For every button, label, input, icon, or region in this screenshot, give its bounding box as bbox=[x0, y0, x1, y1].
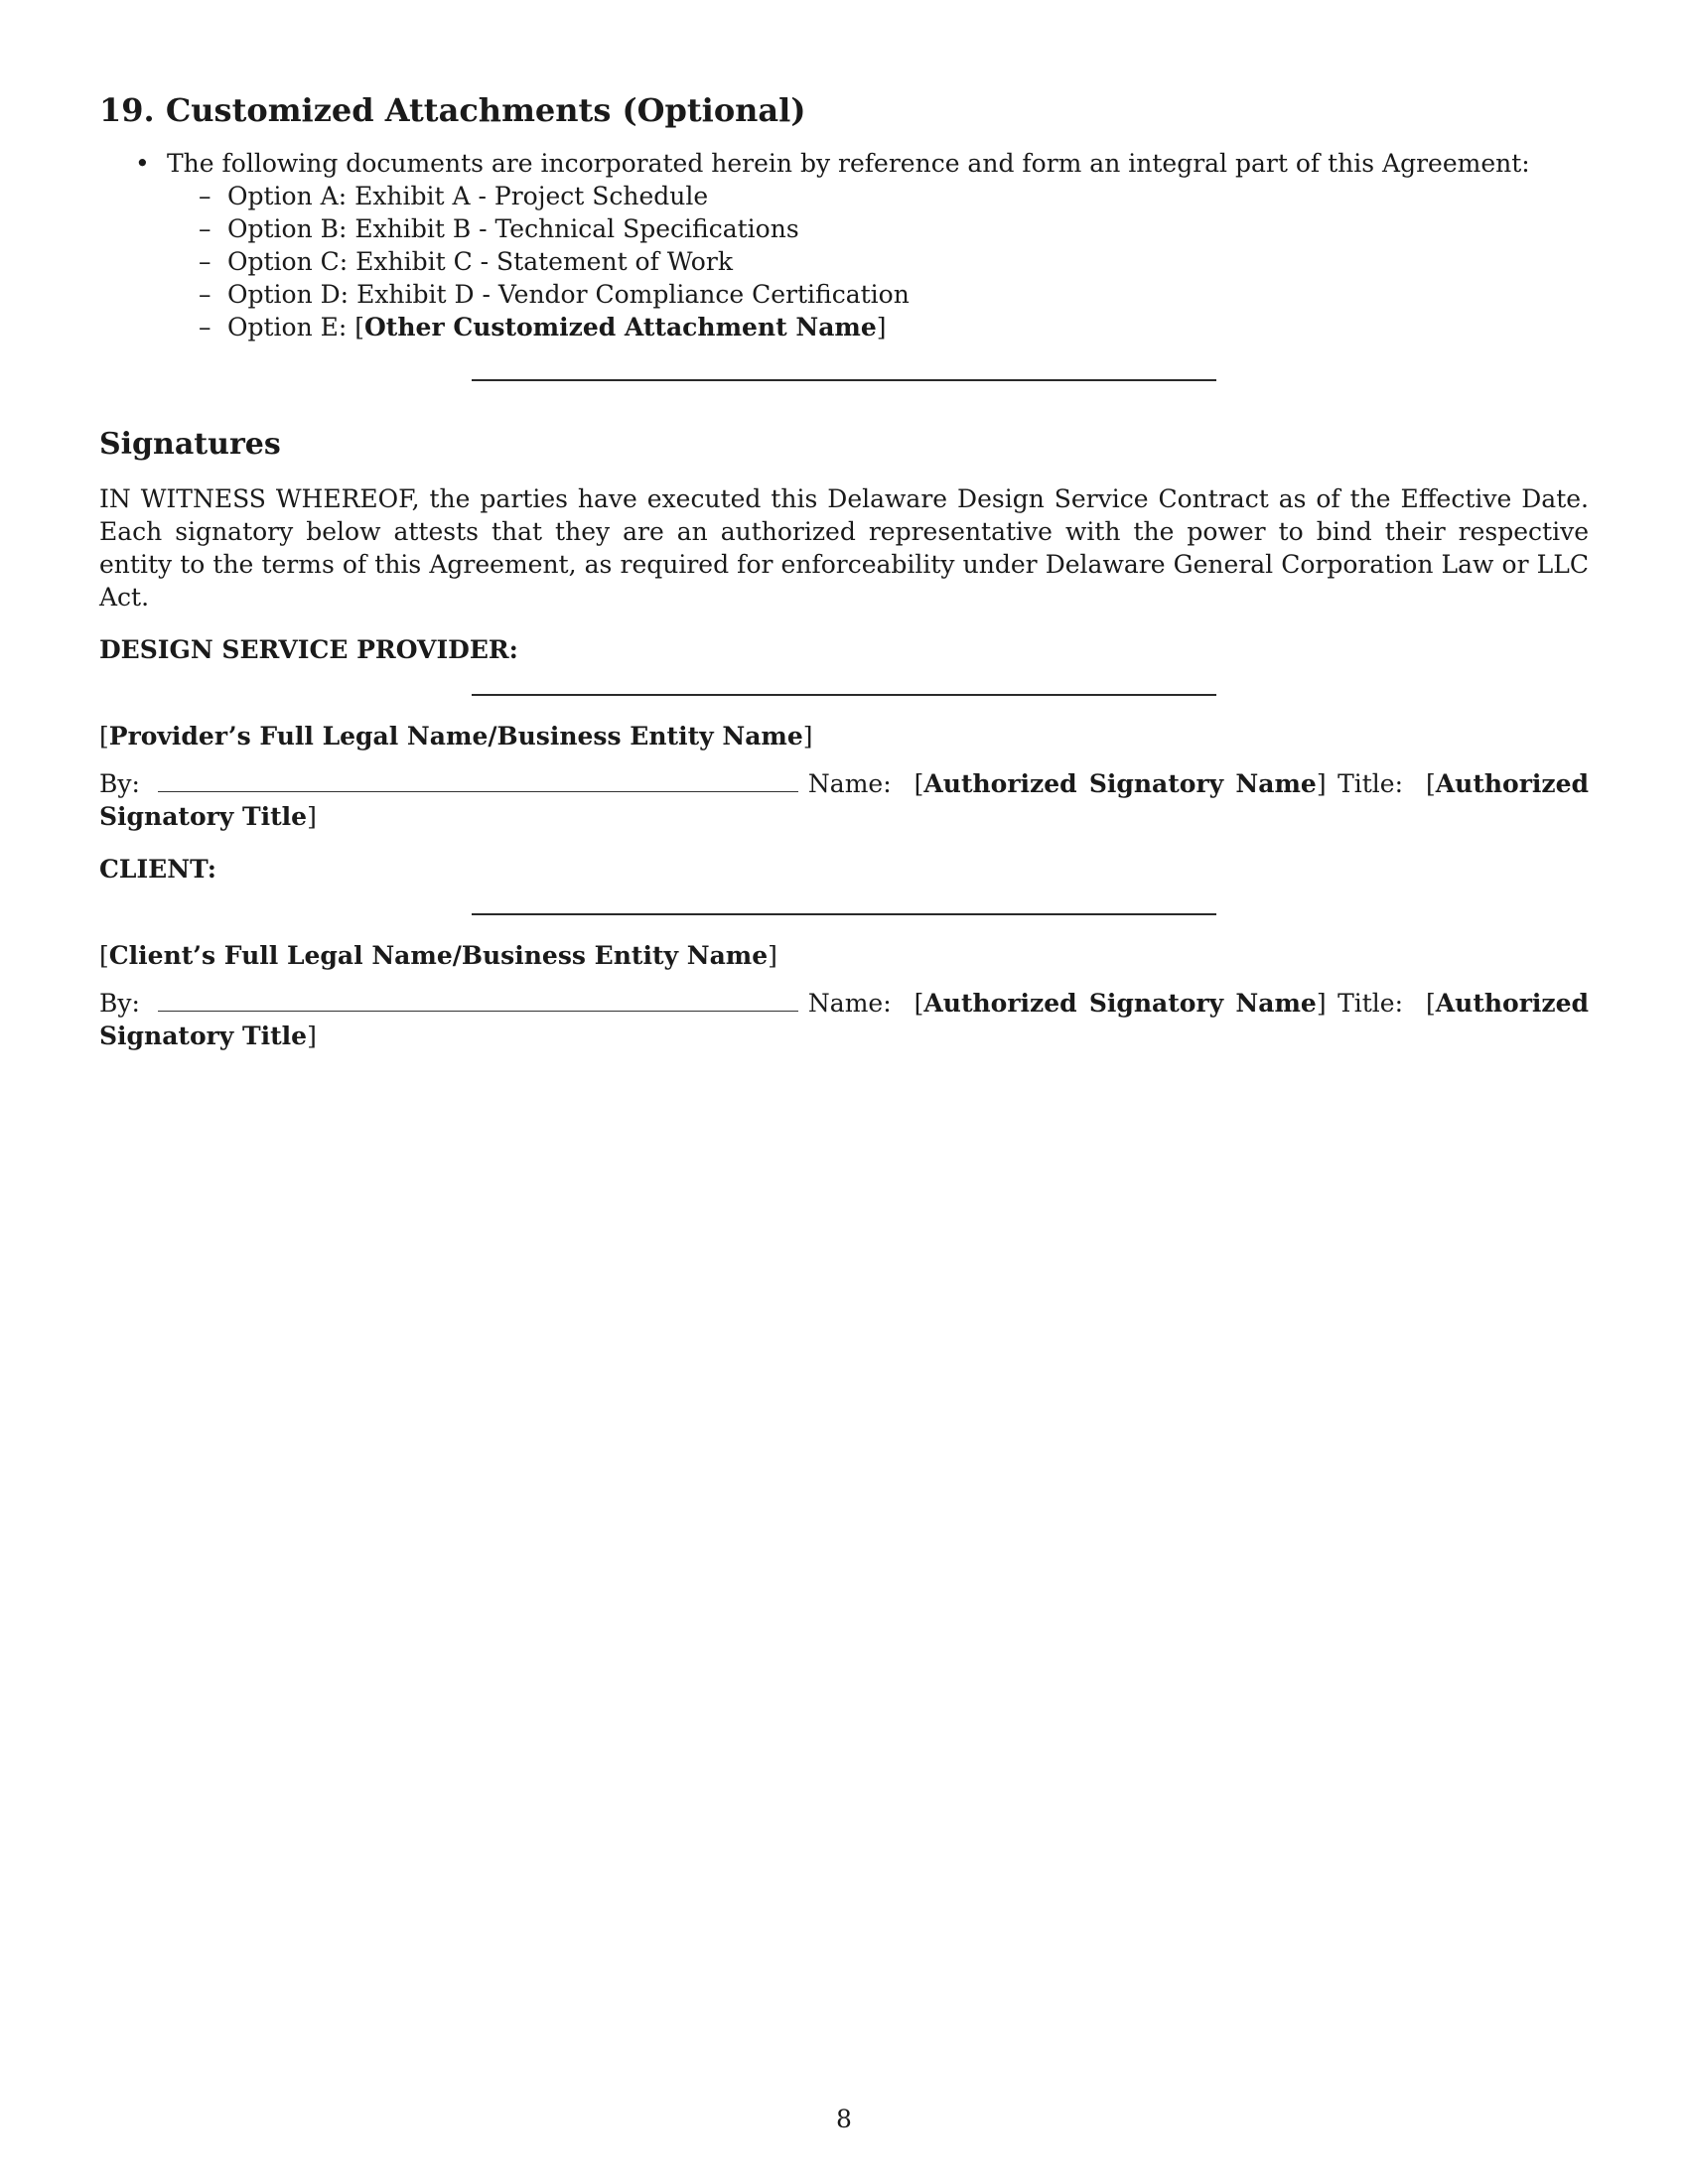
provider-entity-name bbox=[99, 720, 1589, 752]
dash-icon: – bbox=[199, 214, 211, 244]
option-text: Exhibit C - Statement of Work bbox=[355, 247, 733, 277]
bracket-open: [ bbox=[1425, 989, 1436, 1019]
bracket-close: ] bbox=[802, 722, 813, 751]
provider-label: DESIGN SERVICE PROVIDER: bbox=[99, 635, 518, 665]
dash-icon: – bbox=[199, 247, 211, 277]
option-text: Exhibit D - Vendor Compliance Certification bbox=[356, 280, 910, 310]
option-text: Exhibit A - Project Schedule bbox=[354, 182, 709, 211]
title-label: Title: bbox=[1337, 989, 1404, 1019]
option-prefix: Option E: bbox=[227, 313, 355, 342]
client-label: CLIENT: bbox=[99, 855, 217, 885]
option-item bbox=[167, 311, 1589, 343]
name-label: Name: bbox=[807, 989, 892, 1019]
bracket-open: [ bbox=[914, 989, 924, 1019]
option-item bbox=[167, 212, 1589, 245]
bracket-close: ] bbox=[1316, 769, 1327, 799]
option-placeholder: Other Customized Attachment Name bbox=[364, 313, 877, 342]
client-entity-placeholder: Client’s Full Legal Name/Business Entity Name bbox=[108, 941, 769, 971]
bracket-close: ] bbox=[768, 941, 777, 971]
option-prefix: Option C: bbox=[227, 247, 356, 277]
option-prefix: Option A: bbox=[227, 182, 355, 211]
provider-entity-placeholder: Provider’s Full Legal Name/Business Entity Name bbox=[108, 722, 803, 751]
provider-by-signature-field[interactable] bbox=[158, 769, 798, 792]
bracket-close: ] bbox=[1316, 989, 1327, 1019]
bullet-icon: • bbox=[135, 149, 150, 179]
provider-name-placeholder: Authorized Signatory Name bbox=[923, 769, 1317, 799]
section-heading: 19. Customized Attachments (Optional) bbox=[99, 91, 806, 129]
provider-signature-line[interactable] bbox=[472, 694, 1216, 696]
option-prefix: Option B: bbox=[227, 214, 355, 244]
bracket-open: [ bbox=[914, 769, 924, 799]
bracket-open: [ bbox=[354, 313, 365, 342]
client-title-placeholder: Authorized Signatory Title bbox=[99, 989, 1589, 1051]
page-number: 8 bbox=[836, 2105, 852, 2133]
by-label: By: bbox=[99, 769, 140, 799]
option-prefix: Option D: bbox=[227, 280, 357, 310]
option-item bbox=[167, 245, 1589, 278]
signatures-heading: Signatures bbox=[99, 427, 281, 463]
provider-title-placeholder: Authorized Signatory Title bbox=[99, 769, 1589, 832]
provider-sign-row bbox=[99, 767, 1589, 833]
title-label: Title: bbox=[1337, 769, 1404, 799]
bracket-close: ] bbox=[307, 1022, 317, 1051]
option-text: Exhibit B - Technical Specifications bbox=[354, 214, 799, 244]
dash-icon: – bbox=[199, 313, 211, 342]
bracket-open: [ bbox=[99, 941, 109, 971]
dash-icon: – bbox=[199, 280, 211, 310]
client-name-placeholder: Authorized Signatory Name bbox=[923, 989, 1317, 1019]
bracket-open: [ bbox=[1425, 769, 1436, 799]
attachments-list bbox=[99, 147, 1589, 343]
bracket-close: ] bbox=[307, 802, 317, 832]
attachments-intro: The following documents are incorporated herein by reference and form an integral part of this Agreement: bbox=[167, 149, 1530, 179]
client-sign-row bbox=[99, 987, 1589, 1052]
divider bbox=[472, 379, 1216, 381]
option-item bbox=[167, 278, 1589, 311]
options-list bbox=[167, 180, 1589, 343]
client-entity-name bbox=[99, 939, 1589, 972]
client-signature-line[interactable] bbox=[472, 913, 1216, 915]
bracket-close: ] bbox=[876, 313, 887, 342]
document-page bbox=[99, 91, 1589, 1052]
dash-icon: – bbox=[199, 182, 211, 211]
option-item bbox=[167, 180, 1589, 212]
name-label: Name: bbox=[807, 769, 892, 799]
witness-paragraph: IN WITNESS WHEREOF, the parties have executed this Delaware Design Service Contract as of the Effective Date. Each signatory below attests that they are an authorized representative with the power to bind their respective entity to the terms of this Agreement, as required for enforceability under Delaware General Corporation Law or LLC Act. bbox=[99, 484, 1589, 613]
client-by-signature-field[interactable] bbox=[158, 989, 798, 1012]
by-label: By: bbox=[99, 989, 140, 1019]
list-item bbox=[99, 147, 1589, 343]
bracket-open: [ bbox=[99, 722, 109, 751]
